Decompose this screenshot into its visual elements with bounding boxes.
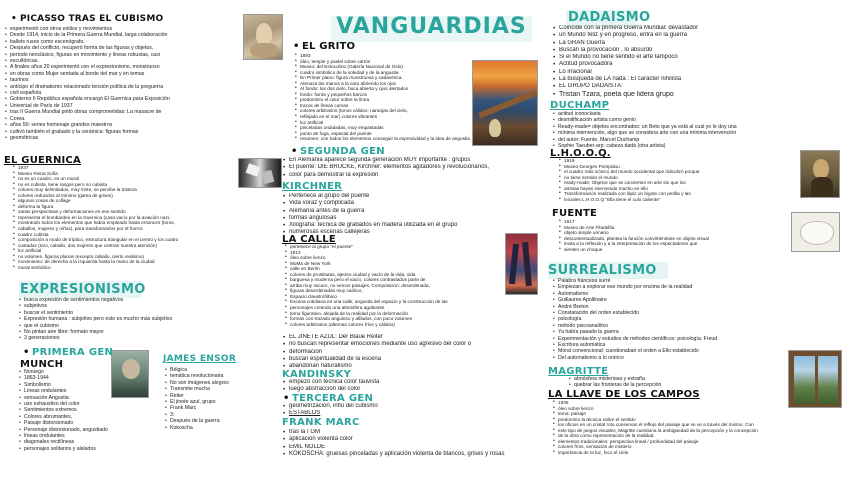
list-item: • Sophie Taeuber-arp: cabeza dadá (otra artista)	[552, 143, 842, 149]
list-item: • Después de la guerra	[164, 418, 276, 424]
list-item: • Universal de París de 1937	[4, 103, 244, 109]
list-item: • no es cubista, tiene rasgos pero no cubista	[12, 182, 280, 188]
list-item: • figuras desordenadas muy caótico,	[284, 288, 504, 294]
frank-marc-list	[282, 429, 544, 458]
list-item: • color para demostrar la expresión	[282, 172, 544, 179]
list-item: • invita a la reflexión y a la interpretación de los espectadores que	[558, 241, 794, 247]
list-item: • líneas ondulantes	[18, 433, 158, 439]
list-item: • predominio el color sobre la línea	[294, 97, 480, 103]
list-item: • no buscan representar emociones mediante uso agresivo del color o	[282, 341, 544, 348]
list-item: • colores arbitrarios (alternan colores fríos y cálidos)	[284, 322, 504, 328]
duchamp-heading: DUCHAMP	[550, 100, 610, 111]
fuente-image	[791, 212, 840, 252]
list-item: • personajes creando una atmósfera agobiante	[284, 305, 504, 311]
list-item: • Sentimientos extremos	[18, 407, 158, 413]
list-item: • tema: paisaje	[552, 411, 842, 417]
list-item: • descontextualizado, plantea la función convirtiéndose en objeto visual	[558, 236, 794, 242]
list-item: • Constatación del orden establecido	[552, 310, 792, 316]
list-item: • Museo Reina Sofía	[12, 171, 280, 177]
list-item: • personajes solitarios y aislados	[18, 446, 158, 452]
list-item: • colores muy delimitados, muy triste, se percibe la tristeza	[12, 187, 280, 193]
list-item: • busca expresión de sentimientos negativos	[18, 297, 258, 303]
list-item: • El jinete azul, grupo	[164, 399, 276, 405]
list-item: • tema figurativo, alejada de la realidad por la deformación	[284, 311, 504, 317]
list-item: • EL JINETE AZUL: Der Blaue Reiter	[282, 334, 544, 341]
lhooq-list	[558, 158, 794, 202]
ensor-heading: JAMES ENSOR	[163, 354, 237, 364]
list-item: • mínima intervención, algo que se considera arte con una mínima intervención	[552, 130, 842, 136]
lhooq-image	[800, 150, 840, 198]
list-item: • Paisaje distorsionado	[18, 420, 158, 426]
list-item: • formas angulosas	[282, 215, 544, 222]
ensor-list	[164, 367, 276, 431]
list-item: • óleo sobre lienzo	[284, 255, 504, 261]
list-item: • La GRAN Guerra	[552, 40, 792, 47]
list-item: • subjetivos	[18, 303, 258, 309]
list-item: • fondo: fiordo y pequeños barcos	[294, 92, 480, 98]
list-item: • antícipo el dramatismo relacionado tensión política de la preguerra	[4, 84, 244, 90]
list-item: • Colores abrumantes,	[18, 414, 158, 420]
list-item: • mostrando todos los elementos que había empleado hasta entonces (toros,	[12, 220, 280, 226]
list-item: • Actitud provocadora	[552, 61, 792, 68]
list-item: • deformación	[282, 349, 544, 356]
list-item: • mural simbólico	[12, 265, 280, 271]
list-item: • el cuadro más icónico del mundo occidental que ridiculizó porque	[558, 169, 794, 175]
list-item: • aplicación violenta color	[282, 436, 544, 443]
list-item: • civil española	[4, 90, 244, 96]
list-item: • 1936	[552, 400, 842, 406]
munch-list	[18, 369, 158, 452]
list-item: • sensación Angustia	[18, 395, 158, 401]
list-item: • caballos, mujeres y niños), para transformarlos por el horror.	[12, 226, 280, 232]
list-item: • método psicoanalítico	[552, 323, 792, 329]
list-item: • 1893	[294, 53, 480, 59]
jinete-azul-list	[282, 334, 544, 370]
list-item: • empezó con técnica color fauvista	[282, 379, 544, 386]
list-item: • Simbolismo	[18, 382, 158, 388]
list-item: • luz artificial	[294, 120, 480, 126]
list-item: • artistas hayan intervenido mucho en ello	[558, 186, 794, 192]
list-item: • Gobierno II República española encargó El Guernica para Exposición	[4, 96, 244, 102]
list-item: • ESTABLOS	[282, 410, 544, 417]
list-item: • numerosas escenas callejeras	[282, 229, 544, 236]
list-item: • escultóricas.	[4, 58, 244, 64]
list-item: • cultivó también el grabado y la cerámica: figuras formas	[4, 129, 244, 135]
list-item: • 3:	[164, 412, 276, 418]
list-item: • este tipo de juegos visuales, Magritte cuestiona la ambigüedad de la percepción y la concepción	[552, 428, 842, 434]
list-item: • diagonales rectilíneas	[18, 439, 158, 445]
list-item: • No pintan aire libre: formato mayor	[18, 329, 258, 335]
list-item: • psicología	[552, 316, 792, 322]
list-item: • Palabra francesa surré	[552, 278, 792, 284]
list-item: • Del automatismo a lo onírico	[552, 355, 792, 361]
list-item: • Corea.	[4, 116, 244, 122]
list-item: • colores reducidos al mínimo (gama de grises)	[12, 193, 280, 199]
list-item: • tras la I GM	[282, 429, 544, 436]
list-item: • no volumen, figuras planas (excepto caballo, cierto realismo)	[12, 254, 280, 260]
list-item: • experimentó con otros estilos y movimientos	[4, 26, 244, 32]
list-item: • iniciales L.H.O.O.Q "Ella tiene el culo caliente"	[558, 197, 794, 203]
el-grito-heading: • EL GRITO	[292, 42, 355, 51]
list-item: • óleo sobre lienzo	[552, 406, 842, 412]
list-item: • reflejado en el mar) colores vibrantes	[294, 114, 480, 120]
list-item: • costados (toro, caballo, dos mujeres que centran nuestra atención)	[12, 243, 280, 249]
list-item: • Experimentación y estudios de métodos científicos: psicología: Freud	[552, 336, 792, 342]
list-item: • que el cubismo	[18, 323, 258, 329]
list-item: • desmitificación artista como genio	[552, 117, 842, 123]
list-item: • geométricas	[4, 135, 244, 141]
list-item: • pertenece al grupo "el puente"	[284, 244, 504, 250]
guernica-list	[12, 165, 280, 270]
list-item: • 1937	[12, 165, 280, 171]
list-item: • los oficios en un cristal roto conservan el reflejo del paisaje que se ve a través del mismo. Con	[552, 422, 842, 428]
la-llave-list	[552, 400, 842, 455]
list-item: • 1919	[558, 158, 794, 164]
list-item: • Lo irracional	[552, 69, 792, 76]
list-item: • El puente: DIE BRÜCKE, Kirchner: elementos agitadores y revolucionarios,	[282, 164, 544, 171]
list-item: • Museo de Arte Filadelfia	[558, 225, 794, 231]
list-item: • Reiter	[164, 393, 276, 399]
list-item: • importancia de la luz, foco el cielo	[552, 450, 842, 456]
list-item: • Espacio claustrofóbico	[284, 294, 504, 300]
list-item: • Si el Mundo no tiene sentido el arte tampoco	[552, 54, 792, 61]
list-item: • elementos tradicionales: perspectiva lineal / profundidad del paisaje	[552, 439, 842, 445]
list-item: • Bélgica	[164, 367, 276, 373]
dadaismo-list	[552, 25, 792, 98]
tercera-gen-list	[282, 403, 544, 418]
list-item: • Después del conflicto, recuperó forma de las figuras y objetos,	[4, 45, 244, 51]
list-item: • Al fondo: los dos cielo, boca abierta y ojos alertados	[294, 86, 480, 92]
list-item: • período neoclásico, figuras en movimiento y líneas robustas, casi	[4, 52, 244, 58]
list-item: • La búsqueda de LA nada : El carácter nihilista	[552, 76, 792, 83]
segunda-gen-list	[282, 157, 544, 179]
list-item: • Ya había pasado la guerra	[552, 329, 792, 335]
list-item: • Líneas ondulantes	[18, 388, 158, 394]
duchamp-list	[552, 111, 842, 149]
dadaismo-heading: DADAISMO	[568, 10, 651, 25]
list-item: • KOKOSCHA: gruesas pinceladas y aplicación violenta de blancos, grises y rosas	[282, 451, 544, 458]
list-item: • luego abstracción del color	[282, 386, 544, 393]
list-item: • resumen: con todos los elementos conseguir la expresividad y la idea de angustia	[294, 136, 480, 142]
list-item: • del autor: Fuente, Marcel Duchamp	[552, 137, 842, 143]
picasso-list	[4, 26, 244, 141]
list-item: • formas con trazado anguloso y afilados, con poco volumen	[284, 316, 504, 322]
list-item: • 3 generaciones	[18, 335, 258, 341]
list-item: • Noruego	[18, 369, 158, 375]
list-item: • Vida voraz y complicada	[282, 200, 544, 207]
list-item: • pinceladas onduladas, muy empastadas	[294, 125, 480, 131]
list-item: • deforma la figura	[12, 204, 280, 210]
list-item: • 1917	[558, 219, 794, 225]
list-item: • Transformación realizada con lápiz un bigote con perilla y las	[558, 191, 794, 197]
list-item: • Empiezan a explorar ese mundo por encima de la realidad	[552, 284, 792, 290]
tercera-gen-heading: • TERCERA GEN	[282, 393, 373, 404]
list-item: • Escena cotidiana en una calle, angustia del espacio y la construcción de las	[284, 299, 504, 305]
list-item: • no tiene sentido el mundo	[558, 175, 794, 181]
list-item: • punto de fuga, espacial del puente	[294, 131, 480, 137]
list-item: • EMIL NOLDE	[282, 444, 544, 451]
list-item: • óleo, temple y pastel sobre cartón	[294, 59, 480, 65]
segunda-gen-heading: • SEGUNDA GEN	[290, 146, 385, 157]
surrealismo-heading: SURREALISMO	[548, 263, 657, 278]
surrealismo-list	[552, 278, 792, 361]
list-item: • ballets rusos como escenógrafo.	[4, 39, 244, 45]
list-item: • Desde 1914, inicio de la Primera Guerra Mundial, larga colaboración	[4, 32, 244, 38]
list-item: • no es un cuadro, es un mural	[12, 176, 280, 182]
list-item: • En Primer plano: figura monstruosa y cadavérica.	[294, 75, 480, 81]
list-item: • sienten un choque	[558, 247, 794, 253]
list-item: • A finales años 20 experimentó con el expresionismo, monstruoso	[4, 64, 244, 70]
guernica-heading: EL GUERNICA	[4, 155, 81, 166]
list-item: • buscan espiritualidad de la escena	[282, 356, 544, 363]
kandinsky-list	[282, 379, 544, 394]
list-item: • objeto simple urinario	[558, 230, 794, 236]
list-item: • 1863-1944	[18, 375, 158, 381]
list-item: • Museo Georges Pompidou	[558, 164, 794, 170]
primera-gen-heading: • PRIMERA GEN	[22, 347, 113, 358]
list-item: • un Mundo feliz y en progreso, entra en la guerra	[552, 32, 792, 39]
list-item: • Kokoscha	[164, 425, 276, 431]
list-item: • varias perspectivas y deformaciones en ese sentido	[12, 209, 280, 215]
list-item: • calle en Berlín	[284, 266, 504, 272]
list-item: • atmósfera misteriosa y extraña	[568, 376, 788, 382]
list-item: • No son imágenes alegres	[164, 380, 276, 386]
expresionismo-heading: EXPRESIONISMO	[20, 282, 146, 297]
list-item: • Pertenece al grupo del puente	[282, 193, 544, 200]
list-item: • composición a modo de tríptico, estructura triangular en el centro y los cuatro	[12, 237, 280, 243]
list-item: • trazos de líneas curvas	[294, 103, 480, 109]
list-item: • colores arbitrarios (tonos cálidos: naranjas del cielo,	[294, 108, 480, 114]
el-grito-image	[472, 60, 538, 146]
fuente-heading: FUENTE	[552, 208, 598, 219]
list-item: • algunos cosas de collage	[12, 198, 280, 204]
list-item: • luz artificial	[12, 248, 280, 254]
list-item: • quebrar las fronteras de la percepción	[568, 382, 788, 388]
frank-marc-heading: FRANK MARC	[282, 417, 360, 428]
kirchner-heading: KIRCHNER	[282, 181, 343, 192]
list-item: • André Breton	[552, 304, 792, 310]
list-item: • Buscan la provocación , lo absurdo	[552, 47, 792, 54]
la-calle-heading: LA CALLE	[282, 234, 336, 245]
list-item: • tras II Guerra Mundial pintó obras comprometidas: La masacre de	[4, 109, 244, 115]
list-item: • Frank Marc	[164, 405, 276, 411]
list-item: • Atenaza las manos a la cara abriendo los ojos	[294, 81, 480, 87]
list-item: • 1913	[284, 250, 504, 256]
lhooq-heading: L.H.O.O.Q.	[550, 148, 611, 159]
kandinsky-heading: KANDINSKY	[282, 369, 352, 380]
list-item: • Xilografía: técnica de grabados en madera utilizada en el grupo	[282, 222, 544, 229]
list-item: • colores de prostitutas, ajetreo ciudad y vacío de la vida, vida	[284, 272, 504, 278]
list-item: • cuadro simbólico de la soledad y de la angustia	[294, 70, 480, 76]
magritte-heading: MAGRITTE	[548, 366, 609, 377]
list-item: • MoMa de New York	[284, 261, 504, 267]
fuente-list	[558, 219, 794, 252]
la-calle-image	[505, 233, 538, 295]
expresionismo-list	[18, 297, 258, 342]
list-item: • Coincide con la primera Guerra Mundial: devastador	[552, 25, 792, 32]
munch-heading: MUNCH	[20, 359, 64, 370]
list-item: • Alemanía antes de la guerra	[282, 208, 544, 215]
la-calle-list	[284, 244, 504, 327]
list-item: • cuadro cubista	[12, 232, 280, 238]
list-item: • Tristan Tzara, poeta que lidera grupo	[552, 91, 792, 98]
list-item: • Transmite mucha	[164, 386, 276, 392]
list-item: • años 50: series homenaje grandes maestros	[4, 122, 244, 128]
list-item: • Museo: del Estocolmo (Galería Nacional de Oslo)	[294, 64, 480, 70]
list-item: • Expresión humana : subjetivo pero esto es mucho más subjetivo	[18, 316, 258, 322]
list-item: • uso exhaustivo del color	[18, 401, 158, 407]
list-item: • Escritura automática	[552, 342, 792, 348]
list-item: • movimiento: de derecha a la izquierda hasta la mano de la ciudad	[12, 259, 280, 265]
page-title: VANGUARDIAS	[336, 14, 527, 39]
list-item: • predomino la técnica sobre el sentido	[552, 417, 842, 423]
el-grito-list	[294, 53, 480, 142]
list-item: • Personaje distorsionado, angustiado	[18, 427, 158, 433]
picasso-heading: • PICASSO TRAS EL CUBISMO	[10, 15, 250, 24]
list-item: • Ready-made= objetos encontrados: un Beto que ya está al cual yo le doy una	[552, 124, 842, 130]
list-item: • representa el bombardeo en la Guernica (casa vacío por la aviación nazi,	[12, 215, 280, 221]
list-item: • ready-made: Objetos que se convierten en arte sin que los	[558, 180, 794, 186]
list-item: • Automatismo	[552, 291, 792, 297]
list-item: • temática revolucionaria	[164, 373, 276, 379]
list-item: • Moral convencional: cuestionaban el orden a Ello establecido	[552, 348, 792, 354]
list-item: • de la obra como representación de la realidad.	[552, 433, 842, 439]
list-item: • en obras como Mujer sentada al borde del mar y en temas	[4, 71, 244, 77]
la-llave-heading: LA LLAVE DE LOS CAMPOS	[548, 389, 700, 400]
list-item: • taurinos	[4, 77, 244, 83]
kirchner-list	[282, 193, 544, 237]
list-item: • buscar el sentimiento	[18, 310, 258, 316]
list-item: • En Alemania aparece segunda generación MUY importante : grupos	[282, 157, 544, 164]
list-item: • abandonan naturalismo	[282, 363, 544, 370]
list-item: • actitud iconoclasta	[552, 111, 842, 117]
list-item: • EL GRUPO DADAÍSTA:	[552, 83, 792, 90]
list-item: • arriba muy oscuro, no vemos paisajes, Composición: desordenada,	[284, 283, 504, 289]
list-item: • burguesa y moderna pero el vacío, colores contrastados parte de	[284, 277, 504, 283]
list-item: • geometrización, influ del cubismo	[282, 403, 544, 410]
list-item: • Guillaume Apollinaire	[552, 297, 792, 303]
list-item: • colores fríos, sensación de misterio	[552, 444, 842, 450]
magritte-list	[568, 376, 788, 389]
